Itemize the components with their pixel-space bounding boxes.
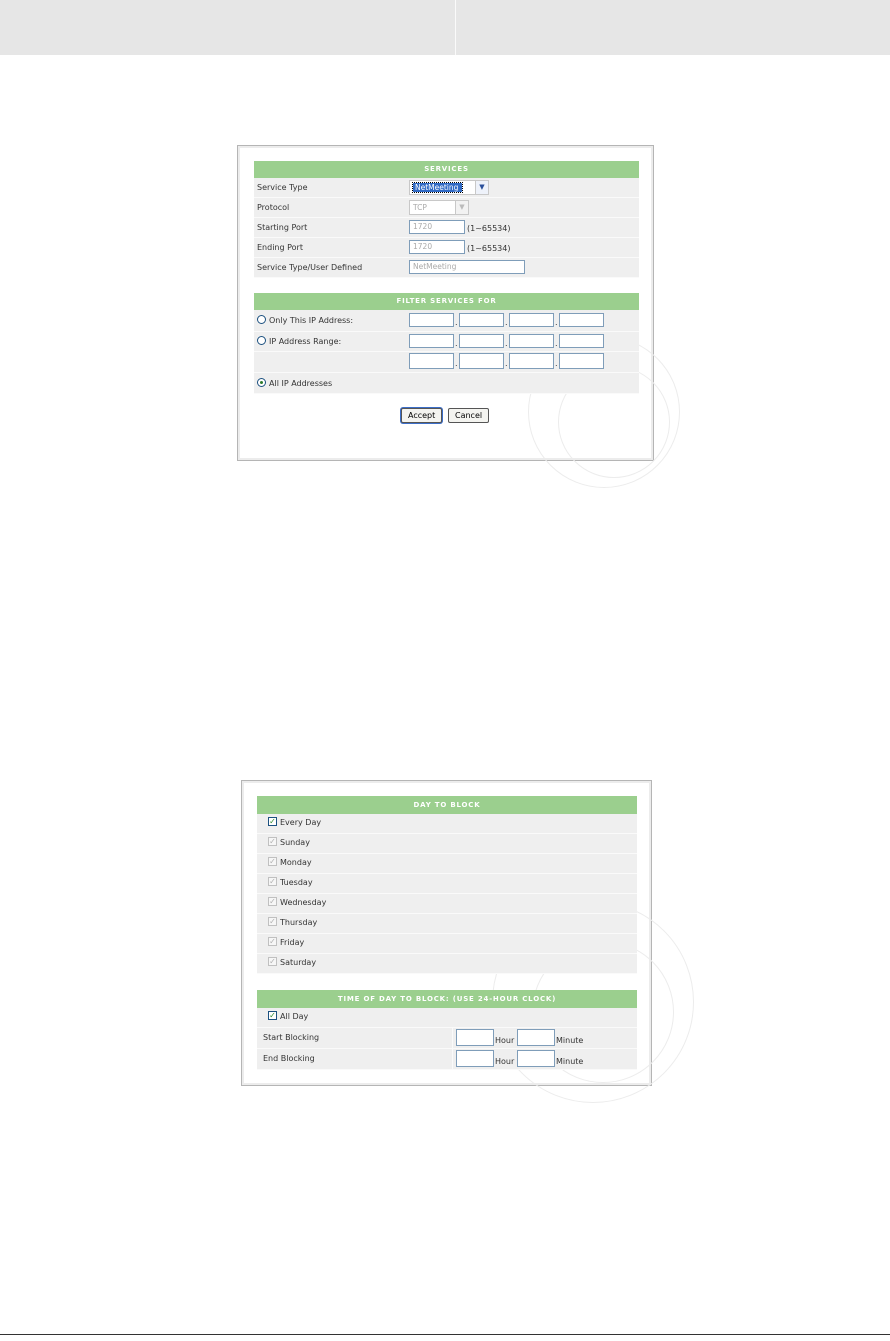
all-ip-radio[interactable] [257,378,266,387]
day-row-saturday [257,954,637,974]
service-type-row [254,178,639,198]
saturday-checkbox[interactable]: ✓ [269,957,276,966]
button-bar [254,394,639,434]
starting-port-range-hint: (1~65534) [467,224,511,233]
thursday-label: Thursday [280,918,318,927]
ip-separator: . [505,318,508,327]
ip-separator: . [505,339,508,348]
ending-port-row [254,238,639,258]
starting-port-row [254,218,639,238]
day-row-friday [257,934,637,954]
column-divider [452,1028,453,1048]
ip-separator: . [505,359,508,368]
section-spacer [257,974,637,990]
only-ip-octet-3[interactable] [509,313,554,327]
schedule-panel [241,780,652,1086]
service-type-select[interactable] [409,180,489,195]
protocol-label: Protocol [257,203,290,212]
end-minute-label: Minute [556,1057,584,1066]
sunday-label: Sunday [280,838,310,847]
ip-range-row [254,332,639,352]
every-day-label: Every Day [280,818,322,827]
all-day-label: All Day [280,1012,309,1021]
filter-services-header: FILTER SERVICES FOR [254,293,639,310]
tuesday-checkbox[interactable]: ✓ [269,877,276,886]
range-start-octet-2[interactable] [459,334,504,348]
ip-separator: . [455,339,458,348]
every-day-checkbox[interactable]: ✓ [269,817,276,826]
time-of-day-header: TIME OF DAY TO BLOCK: (USE 24-HOUR CLOCK) [257,990,637,1008]
ending-port-label: Ending Port [257,243,303,252]
day-row-tuesday [257,874,637,894]
protocol-value: TCP [413,203,427,212]
start-blocking-label: Start Blocking [263,1033,320,1042]
all-ip-label: All IP Addresses [269,379,333,388]
saturday-label: Saturday [280,958,317,967]
only-ip-octet-1[interactable] [409,313,454,327]
protocol-select[interactable] [409,200,469,215]
only-ip-row [254,310,639,332]
end-hour-label: Hour [495,1057,515,1066]
monday-checkbox[interactable]: ✓ [269,857,276,866]
tuesday-label: Tuesday [280,878,313,887]
thursday-checkbox[interactable]: ✓ [269,917,276,926]
only-ip-label: Only This IP Address: [269,316,354,325]
services-panel [237,145,654,461]
only-ip-octet-2[interactable] [459,313,504,327]
section-spacer [254,278,639,293]
start-hour-label: Hour [495,1036,515,1045]
ip-separator: . [455,359,458,368]
start-minute-label: Minute [556,1036,584,1045]
day-row-monday [257,854,637,874]
header-cell-left [0,0,456,55]
end-blocking-row [257,1049,637,1070]
ending-port-input[interactable]: 1720 [409,240,465,254]
ip-range-end-row [254,352,639,373]
all-day-checkbox[interactable]: ✓ [269,1011,276,1020]
monday-label: Monday [280,858,312,867]
chevron-down-icon[interactable]: ▼ [475,181,488,194]
ip-range-label: IP Address Range: [269,337,342,346]
day-row-sunday [257,834,637,854]
accept-button[interactable]: Accept [401,408,442,423]
wednesday-label: Wednesday [280,898,327,907]
ip-separator: . [555,318,558,327]
sunday-checkbox[interactable]: ✓ [269,837,276,846]
range-start-octet-1[interactable] [409,334,454,348]
wednesday-checkbox[interactable]: ✓ [269,897,276,906]
day-row-thursday [257,914,637,934]
starting-port-label: Starting Port [257,223,308,232]
chevron-down-icon: ▼ [455,201,468,214]
cancel-button[interactable]: Cancel [448,408,489,423]
all-day-row [257,1008,637,1028]
user-defined-label: Service Type/User Defined [257,263,363,272]
service-type-value: NetMeeting [413,183,462,192]
range-start-octet-3[interactable] [509,334,554,348]
start-hour-input[interactable] [456,1029,494,1046]
all-ip-row [254,373,639,394]
day-row-every-day [257,814,637,834]
protocol-row [254,198,639,218]
ending-port-range-hint: (1~65534) [467,244,511,253]
range-end-octet-1[interactable] [409,353,454,369]
day-row-wednesday [257,894,637,914]
end-blocking-label: End Blocking [263,1054,315,1063]
footer-rule [0,1334,890,1335]
ip-range-radio[interactable] [257,336,266,345]
range-start-octet-4[interactable] [559,334,604,348]
end-minute-input[interactable] [517,1050,555,1067]
ip-separator: . [555,339,558,348]
friday-checkbox[interactable]: ✓ [269,937,276,946]
ip-separator: . [455,318,458,327]
day-to-block-header: DAY TO BLOCK [257,796,637,814]
friday-label: Friday [280,938,305,947]
column-divider [452,1049,453,1069]
range-end-octet-4[interactable] [559,353,604,369]
document-header-band [0,0,890,55]
user-defined-row [254,258,639,278]
only-ip-radio[interactable] [257,315,266,324]
services-header: SERVICES [254,161,639,178]
ip-separator: . [555,359,558,368]
range-end-octet-3[interactable] [509,353,554,369]
range-end-octet-2[interactable] [459,353,504,369]
only-ip-octet-4[interactable] [559,313,604,327]
user-defined-input[interactable]: NetMeeting [409,260,525,274]
start-minute-input[interactable] [517,1029,555,1046]
starting-port-input[interactable]: 1720 [409,220,465,234]
end-hour-input[interactable] [456,1050,494,1067]
service-type-label: Service Type [257,183,308,192]
start-blocking-row [257,1028,637,1049]
